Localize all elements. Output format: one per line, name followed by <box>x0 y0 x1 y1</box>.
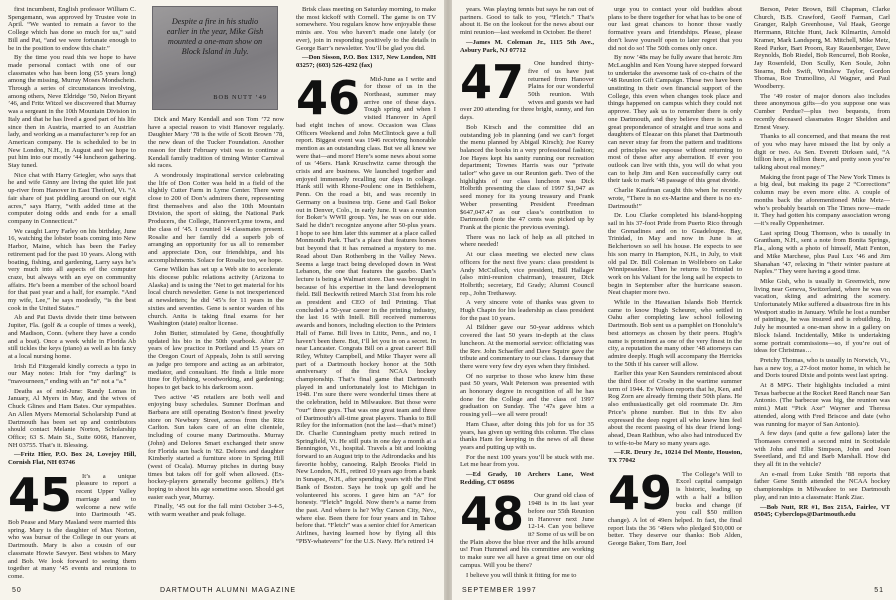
paragraph: Berson, Peter Brown, Bill Chapman, Clarke Church, B.B. Crawford, Geoff Farman, Carl Granger, Ralph Greenhouse, Val Haak, George Herrmann, Ritchie Hunt, Jack Kilmartin, Arnold Kramer, Mark Landsperg, M. Mitchell, Mike Metz, Reed Parker, Bart Proom, Ray Rauenberger, Dave Reynolds, Bob Riedel, Bob Rencurrel, Bob Rooke, Jay Rosenfeld, Don Scully, Ken Soule, John Stearns, Bob Swift, Winslow Taylor, Gordon Thomas, Roe Trumollino, Al Wagner, and Paul Woodberry. <box>754 6 890 91</box>
paragraph: There was no lack of help as all pitched in where needed! <box>460 233 594 249</box>
paragraph: Ab and Pat Davis divide their time between Jupiter, Fla. (golf & a couple of times a week), and Madison, Conn. (where they have a condo and a boat). Once a week while in Florida Ab still tickles the keys (piano) as well as his fancy at a local nursing home. <box>8 314 136 360</box>
paragraph: Deaths as of mid-June: Randy Lomas in January, Al Myers in May, and the wives of Chuck Glines and Ham Bates. Our sympathies. An Allen Myers Memorial Scholarship Fund at Dartmouth has been set up and contributors should contact Melanie Norton, Scholarship Office; 63 S. Main St., Suite 6066, Hanover, NH 03755. That’s it. Blessing. <box>8 387 136 449</box>
paragraph: years. Was playing tennis but says he ran out of partners. Good to talk to you, “Fletch.” That’s about it. Be on the lookout for the news about our mini reunion—last weekend in October. Be there! <box>460 6 594 37</box>
paragraph: Thanks to all concerned, and that means the rest of you who may have missed the list by only a digit or two. As Sen. Everett Dirksen said, “A billion here, a billion there, and pretty soon you’re talking about real money.” <box>754 133 890 172</box>
paragraph: At 8 MPG. Their highlights included a mini Texas barbecue at the Rocket Reed Ranch near San Antonio. (The barbecue was big, the reunion was mini.) Matt “Pick Axe” Wayner and Theresa attended, along with Fred Briscoe and date (who was running for mayor of San Antonio). <box>754 382 890 428</box>
right-column-1 <box>460 6 594 579</box>
paragraph: It’s a unique pleasure to report a recent Upper Valley marriage and to welcome a new wife into Dartmouth ’45. Bob Pease and Mary Masland were married this spring. Mary is the daughter of Max Norton, who was bursar of the College in our years at Dartmouth. Mary is also a cousin of our classmate Howie Sawyer. Best wishes to Mary and Bob. We look forward to seeing them together at many ’45 events and reunions to come. <box>8 472 136 580</box>
paragraph: Pretchy Thomas, who is usually in Norwich, Vt., has a new toy, a 27-foot motor home, in which he and Doris toured Dixie and points west last spring. <box>754 356 890 380</box>
paragraph: urge you to contact your old buddies about plans to be there together for what has to be one of our last great chances to honor those vastly formative years and friendships. Please, please don’t leave yourself open to later regret that you did not do so! The 50th comes only once. <box>608 6 742 52</box>
left-column-3 <box>296 6 436 576</box>
paragraph: A few days (and quite a few gallons) later the Thomases convened a second mini in Scottsdale with John and Ellie Simpson, John and Joan Sweetland, and Ed and Barb Marshall. How did they all fit in the vehicle? <box>754 430 890 469</box>
paragraph: At our class meeting we elected new class officers for the next five years: class president is Andy McCulloch, vice president, Bill Hallager (also mini-reunion chairman), treasurer, Dick Holbrith; secretary, Ed Grady; Alumni Council rep., John Trethaway. <box>460 251 594 297</box>
paragraph: One hundred thirty-five of us have just returned from Hanover Plains for our wonderful 50th reunion. With wives and guests we had over 200 attending for three bright, sunny, and fun days. <box>460 60 594 122</box>
paragraph: first incumbent, English professor William C. Spengemann, was approved by Trustee vote in April. “We wanted to remain a favor to the College which has done so much for us,” said Bill and Pat, “and we were fortunate enough to be in the position to endow this chair.” <box>8 6 136 52</box>
right-column-3 <box>754 6 890 576</box>
class-year-number: 45 <box>8 467 73 522</box>
photo-credit: BOB NUTT ’49 <box>213 94 267 101</box>
paragraph: John Butter, stimulated by Gene, thoughtfully updated his bio in the 50th yearbook. After 27 years of law practice in Portland and 15 years on the Oregon Court of Appeals, John is still serving as judge pro tempore and acting as an arbitrator, mediator, and consultant. He finds a little more time for flyfishing, woodworking, and gardening; hopes to get back to his darkroom soon. <box>148 329 284 391</box>
paragraph: By now ’48s may be fully aware that heroic Jim McLaughlin and Ken Young have stepped forward to undertake the awesome task of co-chairs of the ’48 Reunion Gift Campaign. These two have been unstinting in their own financial support of the College, this even when changes took place and things happened on campus which they could not approve. They ask us to remember there is only one Dartmouth, and they believe there is such a great preponderance of straight and true sons and daughters of Eleazar on this planet that Dartmouth can never stray far from the pattern and traditions and principles we espouse without returning to most of these after any aberration. If ever you outlook can live with this, you will do what you can to help Jim and Ken successfully carry out their task to mark ’48 passage of this great divide. <box>608 54 742 185</box>
magazine-title: DARTMOUTH ALUMNI MAGAZINE <box>160 587 297 594</box>
paragraph: An e-mail from Luke Smith ’88 reports that father Gene Smith attended the NCAA hockey championships in Milwaukee to see Dartmouth play, and ran into a classmate: Hank Ziac. <box>754 470 890 501</box>
left-column-1 <box>8 6 136 580</box>
right-column-2 <box>608 6 742 576</box>
paragraph: Dick and Mary Kendall and son Tom ’72 now have a special reason to visit Hanover regularly. Daughter Mary ’78 is the wife of Scott Brown ’78, the new dean of the Tucker Foundation. Another reason for their February visit was to continue a Kendall family tradition of timing Winter Carnival ski races. <box>148 116 284 170</box>
class-year-number: 49 <box>608 465 673 520</box>
paragraph: Bob Kirsch and the committee did an outstanding job in planning (and we can’t forget the menu planned by Abigail Kirsch); Joe Kurey balanced the books in a very professional fashion; Joe Hayes kept his sanity running our recreation department; Townes Harris was our “private tailor” who gave us our Reunion garb. Two of the highlights of our class luncheon was Dick Holbrith presenting the class of 1997 $1,947 as seed money for its young treasury and Frank Weber presenting President Freedman $647,047.47 as our class’s contribution to Dartmouth (note the 47 cents was picked up by Frank at the picnic the previous evening). <box>460 123 594 231</box>
left-column-2 <box>148 6 284 576</box>
class-year-number: 47 <box>460 55 525 110</box>
paragraph: Al Bildner gave our 50-year address which covered the last 50 years in-depth at the class luncheon. At the memorial service: officiating was the Rev. John Schaeffer and Dave Squire gave the tribute and commentary to our class. I daresay that there were very few dry eyes when they finished. <box>460 324 594 370</box>
issue-date: SEPTEMBER 1997 <box>462 587 537 594</box>
paragraph: Nice chat with Harry Griegler, who says that he and wife Ginny are living the quiet life just up-river from Hanover in East Thetford, Vt. “A fair share of just piddling around on our eight acres,” says Harry, “with added time at the computer doing odds and ends for a small company in Connecticut.” <box>8 171 136 225</box>
columnist-signature: —Don Sisson, P.O. Box 1317, New London, NH 03257; (603) 526-4292 (fax) <box>296 54 436 69</box>
paragraph: Brisk class meeting on Saturday morning, to make the most kickoff with Cornell. The game is on TV somewhere. You regulars know how enjoyable these minis are. You who haven’t made one lately (or ever), join in responding positively to the details in George Barr’s newsletter. You’ll be glad you did. <box>296 6 436 52</box>
paragraph: The College’s Will to Excel capital campaign is historic, leading up with a half a billion bucks and change (if you call $50 million change). A lot of 49ers helped. In fact, the final report lists the 36 ’49ers who pledged $10,000 or better. They deserve our thanks: Bob Alden, George Baker, Tom Barr, Joel <box>608 470 742 548</box>
paragraph: Gene Wilkin has set up a Web site to accelerate his diocese public relations activity (Arizona to Alaska) and is using the ’Net to get material for his local church newsletter. Gene is not inexperienced at newsletters; he did ’45’s for 11 years in the sixties and seventies. Gene is senior warden of his church. Anita is taking final exams for her Washington (state) realtor license. <box>148 266 284 328</box>
paragraph: Earlier this year Ken Saunders reminisced about the third floor of Crosby in the wartime summer term of 1944. Ev Wilson reports that he, Ken, and Rog Zorn are already firming their 50th plans. He also enthusiastically get old roommate Dr. Jim Price’s phone number. But in this Ev also expressed the deep regret all who knew him feel about the recent passing of his dear friend long-ahead, Dean Rathbun, who also had introduced Ev to wife-to-be Mary so many years ago. <box>608 370 742 447</box>
photo-caption: Despite a fire in his studio earlier in the year, Mike Gish mounted a one-man show on Block Island in July. <box>166 17 264 56</box>
paragraph: A very sincere vote of thanks was given to Hugh Chapin for his leadership as class president for the past 10 years. <box>460 299 594 322</box>
paragraph: Ham Chase, after doing this job for us for 35 years, has given up writing this column. The class thanks Ham for keeping in the news of all these years and putting up with us. <box>460 420 594 451</box>
paragraph: We caught Larry Farley on his birthday, June 16, watching the lobster boats coming into New Harbor, Maine, which has been the Farley retirement pad for the past 10 years. Along with boating, fishing, and gardening, Larry says he’s very much into all aspects of the computer craze, but always with an eye on community affairs. He’s been a member of the school board for that past year and a half, for example. “And my wife, Lee,” he says modestly, “is the best cook in the United States.” <box>8 227 136 312</box>
columnist-signature: —F.R. Drury Jr., 10214 Del Monte, Houston, TX 77042 <box>608 449 742 465</box>
paragraph: Our grand old class of 1948 is in its last year before our 55th Reunion in Hanover next June 12-14. Can you believe it? Some of us will be on the Plain above the blue river and the hills around us! Fran Hummel and his committee are working to make sure we all have a great time on our old campus. Will you be there? <box>460 492 594 569</box>
left-page <box>0 0 444 600</box>
page-gutter <box>444 0 452 600</box>
class-year-number: 48 <box>460 487 525 542</box>
columnist-signature: —Ed Grady, 10 Archers Lane, West Redding, CT 06896 <box>460 471 594 486</box>
columnist-signature: —James M. Coleman Jr., 1115 5th Ave., Asbury Park, NJ 07712 <box>460 38 594 54</box>
columnist-signature: —Bob Nutt, RR #1, Box 215A, Fairlee, VT 05045; Cyberclops@Dartmouth.edu <box>754 503 890 519</box>
paragraph: The ’49 roster of major donors also includes three anonymous gifts—do you suppose one was Cumber Perdue?—plus two bequests, from recently deceased classmates Roger Sheldon and Ernest Vesey. <box>754 92 890 131</box>
paragraph: Dr. Lou Clarke completed his island-hopping sail in his 37-foot Pride from Puerto Rico through the Grenadines and on to Guadeloupe. Bay, Trinidad, in May and now in June is at Belchertown so sell his house. He expects to see his son marry in Hampton, N.H., in July, to visit old pal Dr. Bill Coleman in Wolfeboro on Lake Winnipesaukee. Then he returns to Trinidad to work on his Valiant for the long sail he expects to begin in September after the hurricane season. Neat chapter more two. <box>608 212 742 297</box>
paragraph: Last spring Doug Thomson, who is usually in Grantham, N.H., sent a note from Bonita Springs, Fla., along with a photo of himself, Matt Fenton, and Mike Marchese, plus Paul Lux ’46 and Jim Shanahan ’47, relaxing in “their winter pasture at Naples.” They were having a good time. <box>754 229 890 276</box>
photo-caption-box <box>152 6 278 110</box>
paragraph: Charlie Kaufman caught this when he recently wrote, “There is no ex-Marine and there is no ex-Dartmouth!” <box>608 187 742 210</box>
paragraph: Of no surprise to those who knew him these past 50 years, Walt Peterson was presented with an honorary degree in recognition of all he has done for the College and the class of 1997 graduation on Sunday. The ’47s gave him a rousing yell—we all were proud! <box>460 372 594 419</box>
right-page <box>452 0 896 600</box>
paragraph: I believe you will think it fitting for me to <box>466 571 577 579</box>
page-number: 50 <box>12 587 22 594</box>
paragraph: For the next 100 years you’ll be stuck with me. Let me hear from you. <box>460 453 594 469</box>
paragraph: By the time you read this we hope to have made personal contact with one of our classmates who has been long (55 years long) among the missing, Murray Moses Mondschein. Through a series of circumstances involving, among others, Neve Eldridge ’50, Nelon Bryant ’46, and Fritz Witzel we discovered that Murray was a sergeant in the 10th Mountain Division in Italy and that he has lived a good part of his life since then in Austria, married to an Austrian lady, and working as a manufacturer’s rep for an American company. He is scheduled to be in New London, N.H., in August and we hope to put him into our mostly ’44 luncheon gathering. Stay tuned. <box>8 54 136 170</box>
paragraph: A wondrously inspirational service celebrating the life of Don Cotter was held in a field of the slightly Cutter Farm in Lyme Center. There were close to 200 of Don’s admirers there, representing first themselves and also the 10th Mountain Division, the sport of skiing, the National Park Producers, the College, Hanover/Lyme towns, and the class of ’45. I counted 14 classmates present. Rosalie and her family did a superb job of arranging an opportunity for us all to remember and appreciate Don, our friendships, and his accomplishments. Solace for Rosalie too, we hope. <box>148 171 284 264</box>
columnist-signature: —Fritz Hier, P.O. Box 24, Lovejoy Hill, Cornish Flat, NH 03746 <box>8 451 136 467</box>
paragraph: Two active ’45 retailers are both well and enjoying busy schedules. Sumner Dorfman and Barbara are still operating Boston’s finest jewelry store on Newbury Street, across from the Ritz Carlton. Sun takes care of an elite clientele, including of course many Dartmouths. Murray (John) and Delores Smart exchanged their snow for Florida sun back in ’82. Delores and daughter Kimberly started a furniture store in Spring Hill (west of Ocala). Murray pitches in during busy times but takes off for golf when allowed. (Ex-hockey-players generally become golfers.) He’s hoping to shoot his age sometime soon. Should get easier each year, Murray. <box>148 393 284 501</box>
paragraph: Mid-June as I write and for those of us in the Northeast, summer may arrive one of these days. Tough spring and when I visited Hanover in April bad eight inches of snow. Occasion was Class Officers Weekend and John McClintock gave a full report. Biggest event was 1946 receiving honorable mention as an outstanding class. But we all knew we were that—and more! Here’s some news about some of us ’46ers. Hank Kruschwitz came through the crisis and are business. We launched together and enjoyed immensely recalling our days in college. Hank still with Rhone-Poulenc one in Bethlehem, Penn. On the road a bit, and was recently in Germany on a business trip. Gene and Gail Bokor out in Denver, Colo., in early June. It was a reunion for Boker’s WWII group. Yes, he was on our side. Said he didn’t recognize anyone after 50-plus years. I hope to see him later this summer at a place called Monmouth Park. That’s a place that features horses but beyond that it has remained a mystery to me. Read about Dan Rothenberg in the Valley News. Seems a large tract being developed down in West Lebanon, the one that features the gazebo. Dan’s lecture is being a Walmart store. Dan was brought in because of his expertise in the land development field. Bill Beckwith retired March 31st from his role as president and CEO of Intl Printing. That concluded a 50-year career in the printing industry, the last 16 with Intell. Bill received numerous awards and honors, including election to the Printers Hall of Fame. Bill lives in Lititz, Penn., and no, I haven’t been there. But, I’ll let you in on a secret. In near Lancaster. Congrats Bill on a great career! Bill Riley, Whitey Campbell, and Mike Thayer were all part of a Dartmouth hockey honor at the 50th anniversary of the first NCAA hockey championship. That’s final game that Dartmouth played in and unfortunately lost to Michigan in 1948. I’m sure there were wonderful times there at the celebration, held in Milwaukee. But those were “our” three guys. That was one great team and three of Dartmouth’s all-time great players. Thanks to Bill Riley for the information (not the last—that’s mine!) Dr. Charlie Cunningham pretty much retired in Springfield, Vt. He still puts in one day a month at a Bennington, Vt., hospital. Travels a bit and looking forward to an August trip to the Adirondacks and his favorite hobby, canoeing. Ralph Brooks Field in New London, N.H., retired 10 years ago from a bank in Sunapee, N.H., after spending years with the First Bank of Boston. Says he took up golf and he volunteered his scores. I gave him an “A” for honesty. “Fletch” Ingold. Now there’s a name from the past. And where is he? Why Carson City, Nev., where else. Been there for four years and in Tahoe before that. “Fletch” was a senior chief for American Airlines, having learned how by flying all this “PBY-whatevers” for the U.S. Navy. He’s retired 14 <box>296 75 436 545</box>
paragraph: Finally, ’45 out for the fall mini October 3-4-5, with warm weather and peak foliage. <box>148 503 284 519</box>
class-year-number: 46 <box>296 70 361 125</box>
paragraph: Mike Gish, who is usually in Greenwich, now living near Geneva, Switzerland, where he was on vacation, skiing and admiring the scenery. Unfortunately Mike suffered a disastrous fire in his Westport studio in January. While he lost a number of paintings, he was insured and is rebuilding. In July he mounted a one-man show in a gallery on Block Island. Incidentally, Mike is undertaking some portrait commissions—so, if you’re out of ideas for Christmas… <box>754 277 890 355</box>
paragraph: While in the Hawaiian Islands Bob Herrick came to know Hugh Scheurer, who settled in Oahu after completing law school following Dartmouth. Bob sent us a pamphlet on Honolulu’s best attorneys as chosen by their peers. Hugh’s name is prominent as one of the very finest in the city, a reputation the many other ’48 attorneys can admire deeply. Hugh will accompany the Herricks to the 50th if his career will allow. <box>608 299 742 368</box>
page-number: 51 <box>874 587 884 594</box>
paragraph: Irish Ed Fitzgerald kindly corrects a typo in our May notes: Irish for “my darling” is “mavourneen,” ending with an “n” not a “a.” <box>8 362 136 386</box>
paragraph: Making the front page of The New York Times is a big deal, but making its page 2 “Corrections” column may be even more elite. A couple of months back the aforementioned Mike Metz—who’s probably bearish on The Times now—made it. They had gotten his company association wrong—it’s really Oppenheimer. <box>754 173 890 227</box>
